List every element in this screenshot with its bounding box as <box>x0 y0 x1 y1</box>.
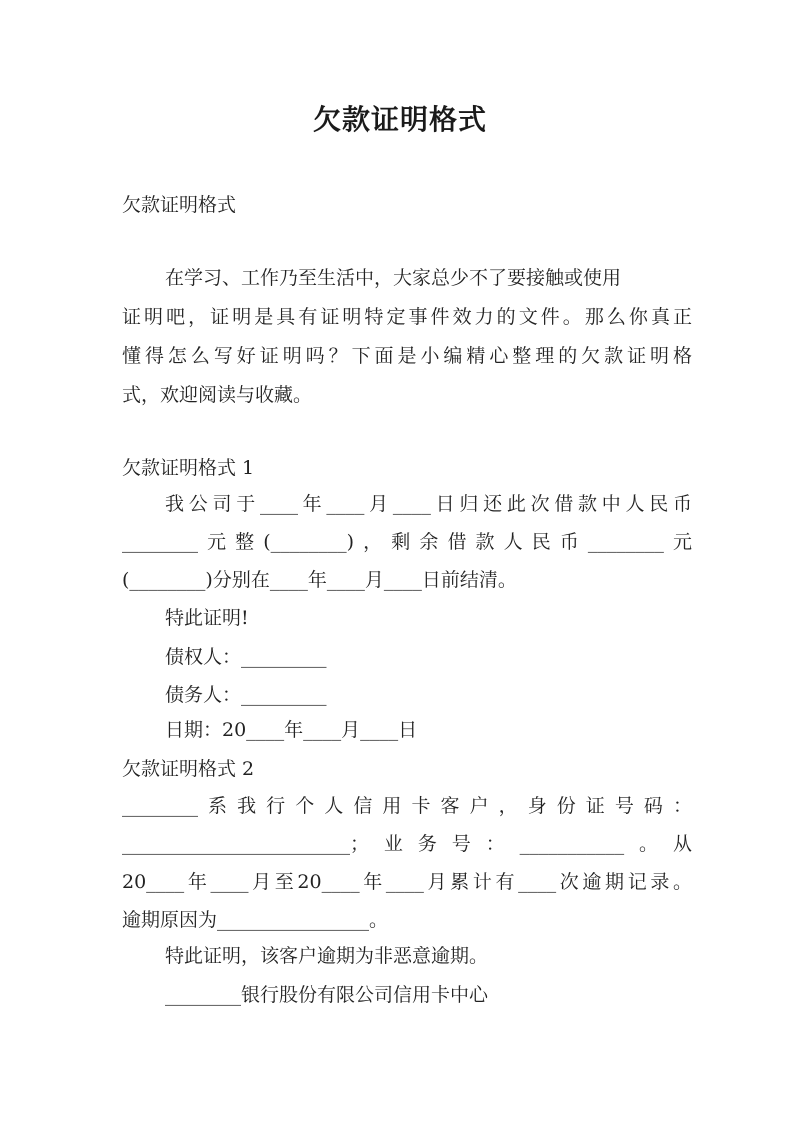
format2-signature: ________银行股份有限公司信用卡中心 <box>165 984 489 1006</box>
format2-body-line-3: 20____年____月至20____年____月累计有____次逾期记录。 <box>122 871 692 893</box>
intro-line-1: 在学习、工作乃至生活中，大家总少不了要接触或使用 <box>165 267 622 289</box>
intro-line-3: 懂得怎么写好证明吗？下面是小编精心整理的欠款证明格 <box>122 345 692 367</box>
format1-body-line-1: 我公司于____年____月____日归还此次借款中人民币 <box>165 493 692 515</box>
format2-heading: 欠款证明格式 2 <box>122 758 255 780</box>
format2-body-line-4: 逾期原因为________________。 <box>122 909 389 931</box>
format2-body-line-1: ________系我行个人信用卡客户，身份证号码： <box>122 795 692 817</box>
document-title: 欠款证明格式 <box>312 103 487 136</box>
intro-line-2: 证明吧，证明是具有证明特定事件效力的文件。那么你真正 <box>122 306 692 328</box>
format1-heading: 欠款证明格式 1 <box>122 457 255 479</box>
format1-statement: 特此证明! <box>165 607 249 629</box>
intro-line-4: 式，欢迎阅读与收藏。 <box>122 384 313 406</box>
section-heading: 欠款证明格式 <box>122 194 237 216</box>
format2-body-line-2: ________________________；业务号：___________。从 <box>122 833 692 855</box>
format1-date: 日期：20____年____月____日 <box>165 719 418 741</box>
format2-statement: 特此证明，该客户逾期为非恶意逾期。 <box>165 945 489 967</box>
format1-debtor: 债务人：_________ <box>165 684 327 706</box>
format1-body-line-2: ________元整(________)，剩余借款人民币________元 <box>122 531 692 553</box>
format1-body-line-3: (________)分别在____年____月____日前结清。 <box>122 569 517 591</box>
format1-creditor: 债权人：_________ <box>165 646 327 668</box>
